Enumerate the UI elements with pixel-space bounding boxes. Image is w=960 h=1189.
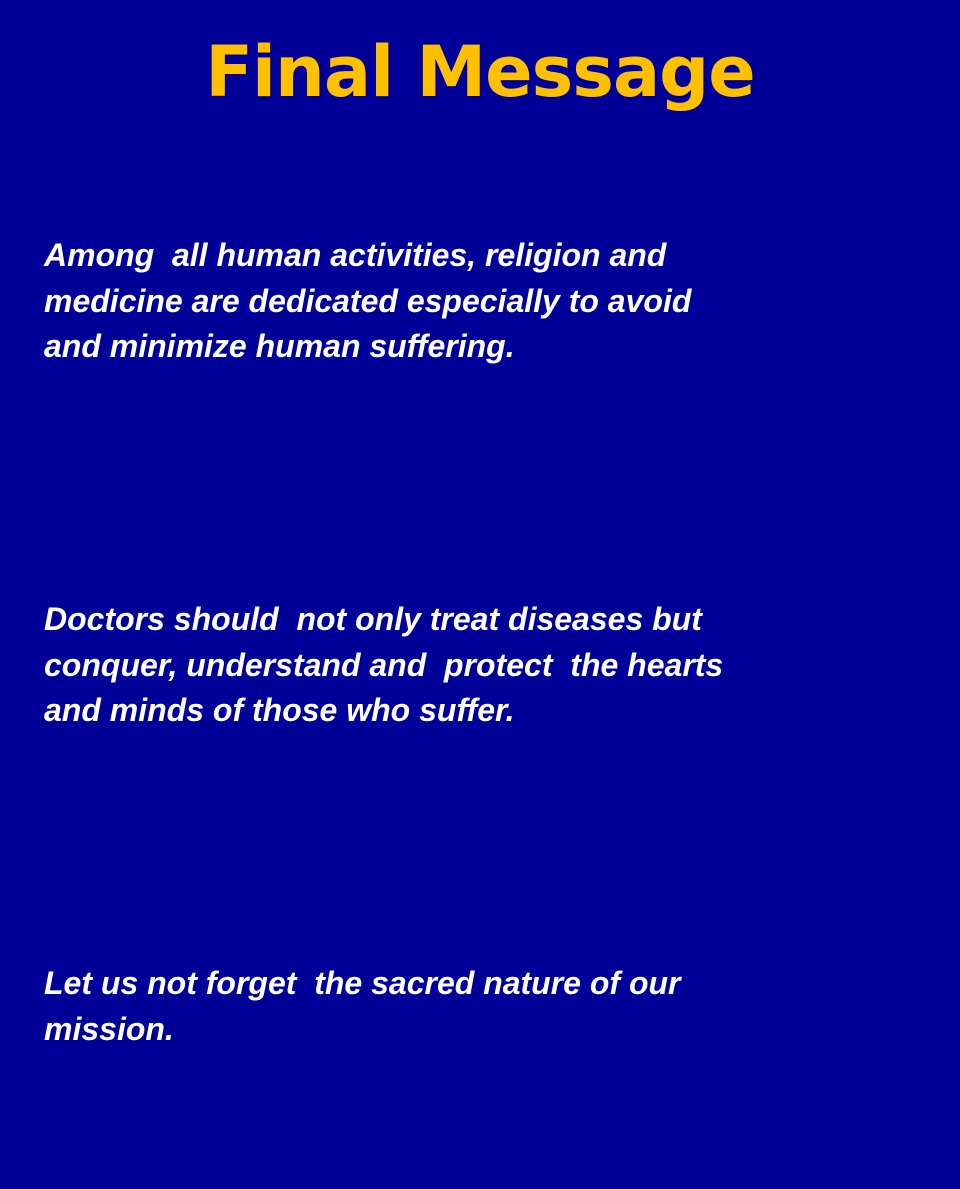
paragraph-line: Doctors should not only treat diseases but <box>44 601 702 637</box>
paragraph-line: Among all human activities, religion and <box>44 237 667 273</box>
paragraph-line: Let us not forget the sacred nature of our <box>44 965 681 1001</box>
paragraph-religion-medicine <box>44 142 924 461</box>
paragraph-mission <box>44 870 924 1143</box>
paragraph-line: mission. <box>44 1010 174 1047</box>
paragraph-line: medicine are dedicated especially to avoid <box>44 282 692 319</box>
paragraph-doctors <box>44 506 924 825</box>
slide-title: Final Message <box>205 31 755 113</box>
paragraph-line: conquer, understand and protect the hearts <box>44 646 724 683</box>
paragraph-line: and minimize human suffering. <box>44 328 515 364</box>
slide-body <box>44 142 924 1189</box>
paragraph-line: and minds of those who suffer. <box>44 692 515 728</box>
